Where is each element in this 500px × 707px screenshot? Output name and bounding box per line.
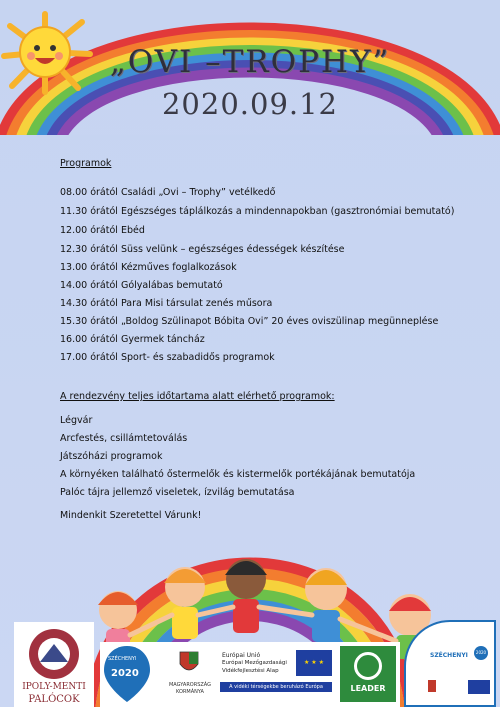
ipoly-line1: IPOLY-MENTI (22, 682, 86, 692)
eu-line3: Vidékfejlesztési Alap (222, 668, 279, 674)
ipoly-menti-logo (14, 622, 94, 707)
ipoly-line2: PALÓCOK (28, 694, 80, 705)
schedule-item: 12.00 órától Ebéd (60, 225, 145, 236)
eu-flag-icon: ★ ★ ★ (296, 650, 332, 676)
hungary-coat-of-arms-icon (178, 648, 200, 676)
event-date: 2020.09.12 (161, 87, 339, 121)
schedule-item: 15.30 órától „Boldog Szülinapot Bóbita Ovi” 20 éves oviszülinap megünneplése (60, 316, 439, 327)
all-day-item: Arcfestés, csillámtetoválás (60, 433, 188, 444)
gov-line1: MAGYARORSZÁG (168, 682, 212, 688)
schedule-item: 11.30 órától Egészséges táplálkozás a mindennapokban (gasztronómiai bemutató) (60, 206, 455, 217)
all-day-item: A környéken található őstermelők és kistermelők portékájának bemutatója (60, 469, 416, 480)
schedule-item: 14.00 órától Gólyalábas bemutató (60, 280, 223, 291)
main-sponsor-strip (100, 642, 400, 707)
closing-text: Mindenkit Szeretettel Várunk! (60, 510, 202, 521)
schedule-item: 12.30 órától Süss velünk – egészséges édességek készítése (60, 244, 345, 255)
leader-label: LEADER (350, 684, 386, 693)
leader-logo (340, 646, 396, 702)
sponsor-logos (0, 620, 500, 707)
szechenyi-badge-label: SZÉCHENYI (430, 652, 468, 659)
eu-line1: Európai Unió (222, 652, 261, 659)
ipoly-emblem-icon (14, 622, 94, 682)
szechenyi-label: SZÉCHENYI (108, 656, 137, 662)
schedule-item: 13.00 órától Kézműves foglalkozások (60, 262, 237, 273)
all-day-item: Légvár (60, 415, 93, 426)
schedule-item: 16.00 órától Gyermek táncház (60, 334, 205, 345)
program-section (60, 158, 490, 528)
eu-flag-small-icon (468, 680, 490, 694)
program-heading: Programok (60, 158, 112, 169)
all-day-heading: A rendezvény teljes időtartama alatt elérhető programok: (60, 391, 335, 402)
szechenyi-badge-year: 2020 (475, 650, 487, 655)
all-day-item: Játszóházi programok (60, 451, 163, 462)
eu-line2: Európai Mezőgazdasági (222, 660, 287, 666)
schedule-item: 14.30 órától Para Misi társulat zenés műsora (60, 298, 273, 309)
schedule-item: 08.00 órától Családi „Ovi – Trophy” vetélkedő (60, 187, 276, 198)
szechenyi-badge (404, 620, 496, 707)
gov-line2: KORMÁNYA (176, 689, 204, 695)
hungary-coat-small-icon (428, 680, 436, 692)
szechenyi-year: 2020 (111, 668, 139, 679)
eu-bar: A vidéki térségekbe beruházó Európa (220, 682, 332, 692)
leader-mark-icon (354, 652, 382, 680)
event-title: „OVI –TROPHY” (109, 44, 391, 80)
schedule-item: 17.00 órától Sport- és szabadidős programok (60, 352, 275, 363)
all-day-item: Palóc tájra jellemző viseletek, ízvilág bemutatása (60, 487, 295, 498)
